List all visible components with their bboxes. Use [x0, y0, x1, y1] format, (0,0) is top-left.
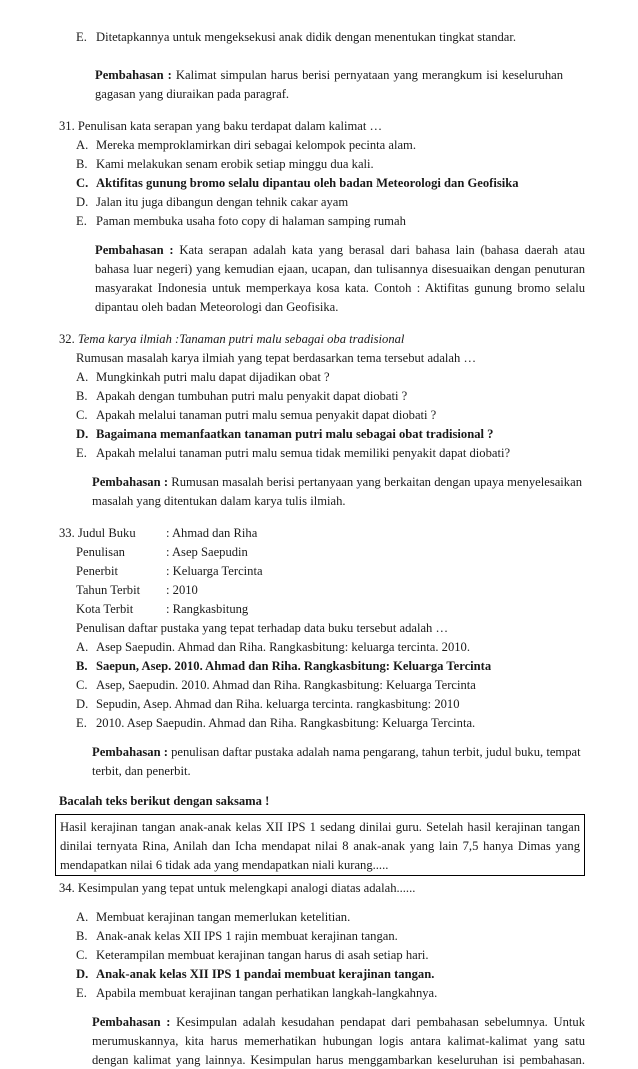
q34-stem: 34. Kesimpulan yang tepat untuk melengkapi analogi diatas adalah......	[59, 881, 416, 895]
q33-discussion-line-1	[92, 743, 581, 761]
option-text: Ditetapkannya untuk mengeksekusi anak didik dengan menentukan tingkat standar.	[96, 30, 517, 44]
q32-option-a	[76, 368, 330, 386]
discussion-label: Pembahasan :	[92, 475, 169, 489]
q31-option-a	[76, 136, 416, 154]
q33-stem: Penulisan daftar pustaka yang tepat terhadap data buku tersebut adalah …	[76, 621, 449, 635]
q33-row-title	[59, 524, 257, 542]
prev-option-e	[76, 28, 516, 46]
q32-option-e	[76, 444, 510, 462]
q32-theme-line	[59, 330, 404, 348]
option-label: C.	[76, 408, 88, 422]
q33-option-b-answer	[76, 657, 491, 675]
q31-stem: 31. Penulisan kata serapan yang baku terdapat dalam kalimat …	[59, 119, 383, 133]
option-text: Sepudin, Asep. Ahmad dan Riha. keluarga tercinta. rangkasbitung: 2010	[96, 697, 460, 711]
passage-line-1: Hasil kerajinan tangan anak-anak kelas XII IPS 1 sedang dinilai guru. Setelah hasil kerajinan tangan	[60, 820, 580, 834]
q34-discussion-line-3: dengan kalimat yang lainnya. Kesimpulan harus menggambarkan keseluruhan isi pembahasan.	[92, 1053, 585, 1067]
option-label: A.	[76, 640, 89, 654]
option-text: Mungkinkah putri malu dapat dijadikan obat ?	[96, 370, 330, 384]
q31-discussion-line-2: bahasa luar negeri) yang kemudian ejaan, ucapan, dan tulisannya disesuaikan dengan penuturan	[95, 262, 585, 276]
option-text: 2010. Asep Saepudin. Ahmad dan Riha. Rangkasbitung: Keluarga Tercinta.	[96, 716, 476, 730]
prev-discussion-line-1	[95, 66, 563, 84]
q34-option-c	[76, 946, 429, 964]
option-label: A.	[76, 370, 89, 384]
prev-discussion-line-2: gagasan yang diuraikan pada paragraf.	[95, 87, 290, 101]
option-label: D.	[76, 967, 89, 981]
discussion-label: Pembahasan :	[95, 243, 174, 257]
q33-row-author	[76, 543, 248, 561]
q33-row-year	[76, 581, 198, 599]
discussion-text: penulisan daftar pustaka adalah nama pengarang, tahun terbit, judul buku, tempat	[171, 745, 581, 759]
q33-option-a	[76, 638, 470, 656]
option-text: Mereka memproklamirkan diri sebagai kelompok pecinta alam.	[96, 138, 416, 152]
row-value: : 2010	[166, 583, 198, 597]
option-text: Membuat kerajinan tangan memerlukan ketelitian.	[96, 910, 351, 924]
row-value: : Keluarga Tercinta	[166, 564, 263, 578]
option-label: E.	[76, 716, 87, 730]
q34-option-b	[76, 927, 398, 945]
q31-discussion-line-4: dipantau oleh badan Meteorologi dan Geofisika.	[95, 300, 339, 314]
option-label: C.	[76, 948, 88, 962]
q34-option-e	[76, 984, 437, 1002]
option-label: E.	[76, 446, 87, 460]
option-label: B.	[76, 929, 88, 943]
option-text: Anak-anak kelas XII IPS 1 rajin membuat kerajinan tangan.	[96, 929, 398, 943]
row-value: : Ahmad dan Riha	[166, 526, 258, 540]
option-text: Bagaimana memanfaatkan tanaman putri malu sebagai obat tradisional ?	[96, 427, 494, 441]
q33-option-c	[76, 676, 476, 694]
option-label: E.	[76, 214, 87, 228]
option-text: Paman membuka usaha foto copy di halaman samping rumah	[96, 214, 406, 228]
q33-row-publisher	[76, 562, 263, 580]
option-label: E.	[76, 30, 87, 44]
option-text: Asep Saepudin. Ahmad dan Riha. Rangkasbitung: keluarga tercinta. 2010.	[96, 640, 471, 654]
q33-row-city	[76, 600, 248, 618]
option-text: Apabila membuat kerajinan tangan perhatikan langkah-langkahnya.	[96, 986, 438, 1000]
row-key: 33. Judul Buku	[59, 526, 136, 540]
row-key: Penulisan	[76, 545, 125, 559]
option-label: D.	[76, 427, 89, 441]
option-text: Kami melakukan senam erobik setiap minggu dua kali.	[96, 157, 374, 171]
option-label: B.	[76, 659, 88, 673]
discussion-text: Rumusan masalah berisi pertanyaan yang berkaitan dengan upaya menyelesaikan	[171, 475, 582, 489]
discussion-text: Kalimat simpulan harus berisi pernyataan yang merangkum isi keseluruhan	[175, 68, 563, 82]
row-value: : Asep Saepudin	[166, 545, 248, 559]
discussion-text: Kesimpulan adalah kesudahan pendapat dari pembahasan sebelumnya. Untuk	[176, 1015, 585, 1029]
row-key: Tahun Terbit	[76, 583, 141, 597]
option-text: Apakah melalui tanaman putri malu semua penyakit dapat diobati ?	[96, 408, 437, 422]
q33-option-e	[76, 714, 475, 732]
option-label: B.	[76, 389, 88, 403]
option-text: Asep, Saepudin. 2010. Ahmad dan Riha. Rangkasbitung: Keluarga Tercinta	[96, 678, 476, 692]
q32-option-d-answer	[76, 425, 493, 443]
option-label: A.	[76, 910, 89, 924]
option-text: Jalan itu juga dibangun dengan tehnik cakar ayam	[96, 195, 349, 209]
q34-option-d-answer	[76, 965, 434, 983]
passage-line-2: dinilai ternyata Rina, Anilah dan Icha mendapat nilai 8 anak-anak yang lain 7,5 hanya Dimas yang	[60, 839, 580, 853]
q31-discussion-line-1	[95, 241, 585, 259]
reading-passage-box	[55, 814, 585, 876]
option-text: Apakah melalui tanaman putri malu semua tidak memiliki penyakit dapat diobati?	[96, 446, 511, 460]
q32-discussion-line-2: masalah yang ditentukan dalam karya tulis ilmiah.	[92, 494, 346, 508]
option-text: Anak-anak kelas XII IPS 1 pandai membuat kerajinan tangan.	[96, 967, 435, 981]
option-label: C.	[76, 176, 89, 190]
discussion-label: Pembahasan :	[92, 745, 168, 759]
q32-discussion-line-1	[92, 473, 582, 491]
q31-discussion-line-3: masyarakat Indonesia untuk memperkaya kosa kata. Contoh : Aktifitas gunung bromo selalu	[95, 281, 585, 295]
reading-heading: Bacalah teks berikut dengan saksama !	[59, 794, 270, 808]
passage-line-3: mendapatkan nilai 6 tidak ada yang mendapatkan niali kurang.....	[60, 858, 389, 872]
question-number: 32.	[59, 332, 75, 346]
option-label: E.	[76, 986, 87, 1000]
row-key: Kota Terbit	[76, 602, 134, 616]
q32-theme: Tema karya ilmiah :Tanaman putri malu sebagai oba tradisional	[77, 332, 405, 346]
option-label: C.	[76, 678, 88, 692]
q31-option-c-answer	[76, 174, 519, 192]
row-key: Penerbit	[76, 564, 118, 578]
q34-option-a	[76, 908, 350, 926]
option-text: Saepun, Asep. 2010. Ahmad dan Riha. Rangkasbitung: Keluarga Tercinta	[96, 659, 492, 673]
q33-discussion-line-2: terbit, dan penerbit.	[92, 764, 191, 778]
option-label: D.	[76, 697, 89, 711]
option-text: Aktifitas gunung bromo selalu dipantau oleh badan Meteorologi dan Geofisika	[96, 176, 519, 190]
option-label: D.	[76, 195, 89, 209]
option-text: Keterampilan membuat kerajinan tangan harus di asah setiap hari.	[96, 948, 429, 962]
q32-stem: Rumusan masalah karya ilmiah yang tepat berdasarkan tema tersebut adalah …	[76, 351, 477, 365]
q31-option-e	[76, 212, 406, 230]
q31-option-b	[76, 155, 374, 173]
discussion-text: Kata serapan adalah kata yang berasal dari bahasa lain (bahasa daerah atau	[179, 243, 585, 257]
q34-discussion-line-2: merumuskannya, kita harus memerhatikan hubungan logis antara kalimat-kalimat yang satu	[92, 1034, 585, 1048]
option-label: A.	[76, 138, 89, 152]
row-value: : Rangkasbitung	[166, 602, 249, 616]
option-label: B.	[76, 157, 88, 171]
q32-option-c	[76, 406, 436, 424]
option-text: Apakah dengan tumbuhan putri malu penyakit dapat diobati ?	[96, 389, 408, 403]
q33-option-d	[76, 695, 460, 713]
q31-option-d	[76, 193, 348, 211]
q32-option-b	[76, 387, 407, 405]
discussion-label: Pembahasan :	[92, 1015, 171, 1029]
discussion-label: Pembahasan :	[95, 68, 172, 82]
q34-discussion-line-1	[92, 1013, 585, 1031]
